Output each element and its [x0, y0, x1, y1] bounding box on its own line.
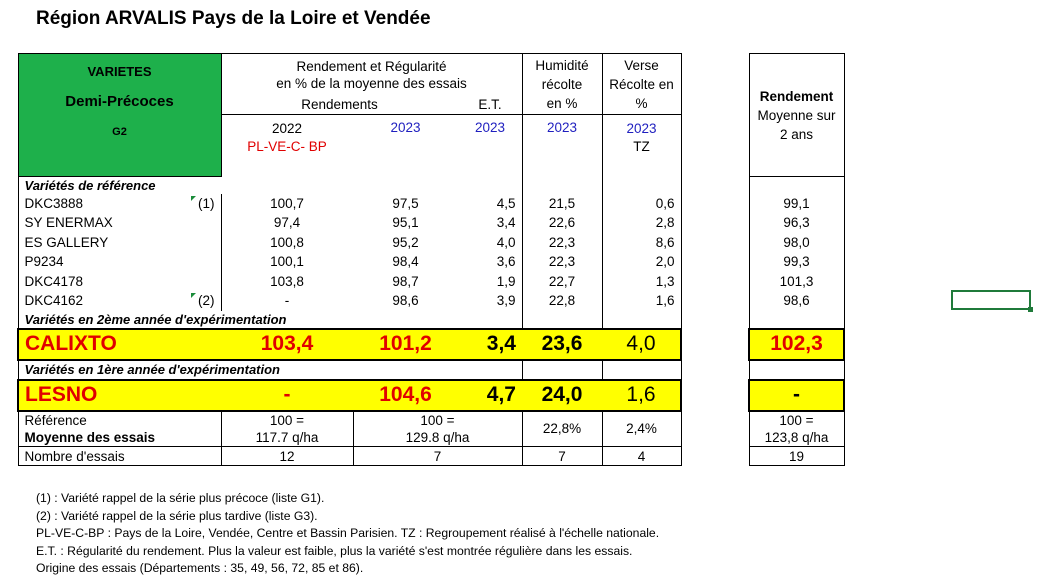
footnote: E.T. : Régularité du rendement. Plus la valeur est faible, plus la variété s'est montrée régulière dans les essais.: [36, 543, 633, 558]
cell-et: 1,9: [458, 272, 522, 292]
cell-et: 4,5: [458, 194, 522, 214]
cell-r2023: 98,6: [392, 293, 419, 309]
header-demi-precoces: Demi-Précoces: [65, 93, 174, 110]
header-2023-et: 2023: [458, 115, 522, 177]
variety-name: DKC3888 (1): [18, 194, 221, 214]
header-verse: [602, 54, 681, 115]
header-2023-verse: [602, 115, 681, 177]
cell-moy-calixto: 102,3: [749, 329, 844, 360]
header-2022-sub: PL-VE-C- BP: [247, 139, 327, 154]
cell-et: 3,9: [458, 291, 522, 311]
cell-moy: 98,0: [749, 233, 844, 253]
variety-name: P9234: [18, 252, 221, 272]
variety-name: SY ENERMAX: [18, 213, 221, 233]
cell-verse: 0,6: [602, 194, 681, 214]
header-humidite: [522, 54, 602, 115]
header-humidite-l1: Humidité: [535, 57, 589, 73]
footer-hum: 22,8%: [522, 411, 602, 447]
footer-verse: 2,4%: [602, 411, 681, 447]
cell-r2023: 101,2: [353, 329, 458, 360]
cell-r2023: 104,6: [353, 380, 458, 411]
header-rend-reg-line2: en % de la moyenne des essais: [276, 75, 467, 91]
cell-moy: 99,3: [749, 252, 844, 272]
footer-2022-b: 117.7 q/ha: [255, 429, 319, 445]
section-first-year: Variétés en 1ère année d'expérimentation: [18, 360, 353, 380]
table-row: [18, 194, 681, 214]
side-header-moyenne: Moyenne sur: [757, 107, 836, 123]
cell-hum: 22,6: [522, 213, 602, 233]
cell-verse: 4,0: [602, 329, 681, 360]
variety-name: DKC4162 (2): [18, 291, 221, 311]
side-header-rendement: Rendement: [759, 88, 834, 104]
side-header: [749, 54, 844, 177]
cell-et: 4,0: [458, 233, 522, 253]
footer-moyenne: Moyenne des essais: [24, 429, 156, 445]
side-footer-a: 100 =: [779, 412, 814, 428]
header-humidite-l3: en %: [546, 95, 578, 111]
variety-name: CALIXTO: [18, 329, 221, 360]
cell-verse: 2,8: [602, 213, 681, 233]
cell-moy: 99,1: [749, 194, 844, 214]
cell-r2022: -: [221, 380, 353, 411]
footer-2023-b: 129.8 q/ha: [405, 429, 470, 445]
cell-r2022: 100,1: [270, 254, 304, 270]
cell-et: 3,4: [458, 329, 522, 360]
cell-r2023: 95,1: [392, 215, 419, 231]
page-title: Région ARVALIS Pays de la Loire et Vendée: [36, 8, 431, 29]
footnotes: [36, 490, 659, 578]
table-row-lesno: [18, 380, 681, 411]
cell-hum: 23,6: [522, 329, 602, 360]
section-reference: Variétés de référence: [18, 177, 353, 194]
cell-r2023: 97,5: [392, 195, 419, 211]
footer-reference: Référence: [24, 412, 87, 428]
cell-moy: 101,3: [749, 272, 844, 292]
header-2022: [221, 115, 353, 177]
header-varietes: VARIETES: [87, 64, 152, 79]
footnote: PL-VE-C-BP : Pays de la Loire, Vendée, Centre et Bassin Parisien. TZ : Regroupement réalisé à l'échelle nationale.: [36, 526, 660, 540]
cell-r2022: 103,8: [270, 273, 304, 289]
average-table: [748, 53, 845, 466]
header-verse-l2: Récolte en: [609, 76, 674, 92]
footer-reference-row: [18, 411, 681, 447]
header-rend-reg: [221, 54, 522, 94]
cell-hum: 22,8: [522, 291, 602, 311]
table-row: [18, 252, 681, 272]
cell-hum: 24,0: [522, 380, 602, 411]
variety-name: LESNO: [18, 380, 221, 411]
table-row: [18, 213, 681, 233]
cell-hum: 22,7: [522, 272, 602, 292]
variety-name: DKC4178: [18, 272, 221, 292]
table-row: [18, 233, 681, 253]
footnote: Origine des essais (Départements : 35, 49, 56, 72, 85 et 86).: [36, 561, 364, 575]
footer-2022: [221, 411, 353, 447]
table-row: [18, 291, 681, 311]
cell-r2022: -: [284, 293, 290, 309]
footer-nb-2022: 12: [221, 447, 353, 466]
table-row-calixto: [18, 329, 681, 360]
table-row: [18, 272, 681, 292]
section-second-year: Variétés en 2ème année d'expérimentation: [18, 311, 353, 329]
header-2023-hum: 2023: [522, 115, 602, 177]
cell-verse: 1,6: [602, 291, 681, 311]
header-2022-year: 2022: [271, 121, 303, 136]
variety-name: ES GALLERY: [18, 233, 221, 253]
header-verse-l1: Verse: [624, 57, 659, 73]
side-footer-reference: [749, 411, 844, 447]
header-g2: G2: [112, 126, 127, 138]
footer-nb-row: [18, 447, 681, 466]
cell-verse: 1,3: [602, 272, 681, 292]
selected-cell[interactable]: [951, 290, 1031, 310]
header-2023-verse-year: 2023: [626, 121, 657, 136]
header-et: E.T.: [458, 94, 522, 115]
cell-r2022: 100,8: [270, 234, 304, 250]
footer-nb-label: Nombre d'essais: [18, 447, 221, 466]
cell-verse: 8,6: [602, 233, 681, 253]
header-verse-tz: TZ: [633, 139, 650, 154]
header-rend-reg-line1: Rendement et Régularité: [296, 58, 447, 74]
cell-verse: 1,6: [602, 380, 681, 411]
side-footer-nb: 19: [749, 447, 844, 466]
cell-et: 4,7: [458, 380, 522, 411]
side-footer-b: 123,8 q/ha: [764, 429, 829, 445]
footer-nb-hum: 7: [522, 447, 602, 466]
footer-2023: [353, 411, 522, 447]
cell-r2022: 103,4: [221, 329, 353, 360]
cell-moy: 96,3: [749, 213, 844, 233]
header-rendements: Rendements: [221, 94, 458, 115]
header-2023-rend: 2023: [390, 120, 421, 135]
side-header-ans: 2 ans: [779, 126, 814, 142]
footer-2023-a: 100 =: [420, 412, 455, 428]
cell-moy: 98,6: [749, 291, 844, 311]
header-verse-l3: %: [635, 95, 648, 111]
footer-nb-verse: 4: [602, 447, 681, 466]
cell-r2023: 98,7: [392, 273, 419, 289]
cell-hum: 22,3: [522, 252, 602, 272]
footer-nb-2023: 7: [353, 447, 522, 466]
cell-hum: 21,5: [522, 194, 602, 214]
footer-reference-label: [18, 411, 221, 447]
header-humidite-l2: récolte: [541, 76, 583, 92]
footer-2022-a: 100 =: [269, 412, 305, 428]
cell-r2023: 95,2: [392, 234, 419, 250]
footnote: (1) : Variété rappel de la série plus précoce (liste G1).: [36, 491, 325, 505]
header-varietes-cell: [18, 54, 221, 177]
cell-et: 3,6: [458, 252, 522, 272]
cell-moy-lesno: -: [749, 380, 844, 411]
cell-et: 3,4: [458, 213, 522, 233]
cell-verse: 2,0: [602, 252, 681, 272]
cell-r2022: 100,7: [270, 195, 304, 211]
cell-r2022: 97,4: [273, 215, 301, 231]
cell-hum: 22,3: [522, 233, 602, 253]
cell-r2023: 98,4: [392, 254, 419, 270]
variety-table: [17, 53, 682, 466]
footnote: (2) : Variété rappel de la série plus tardive (liste G3).: [36, 508, 318, 523]
